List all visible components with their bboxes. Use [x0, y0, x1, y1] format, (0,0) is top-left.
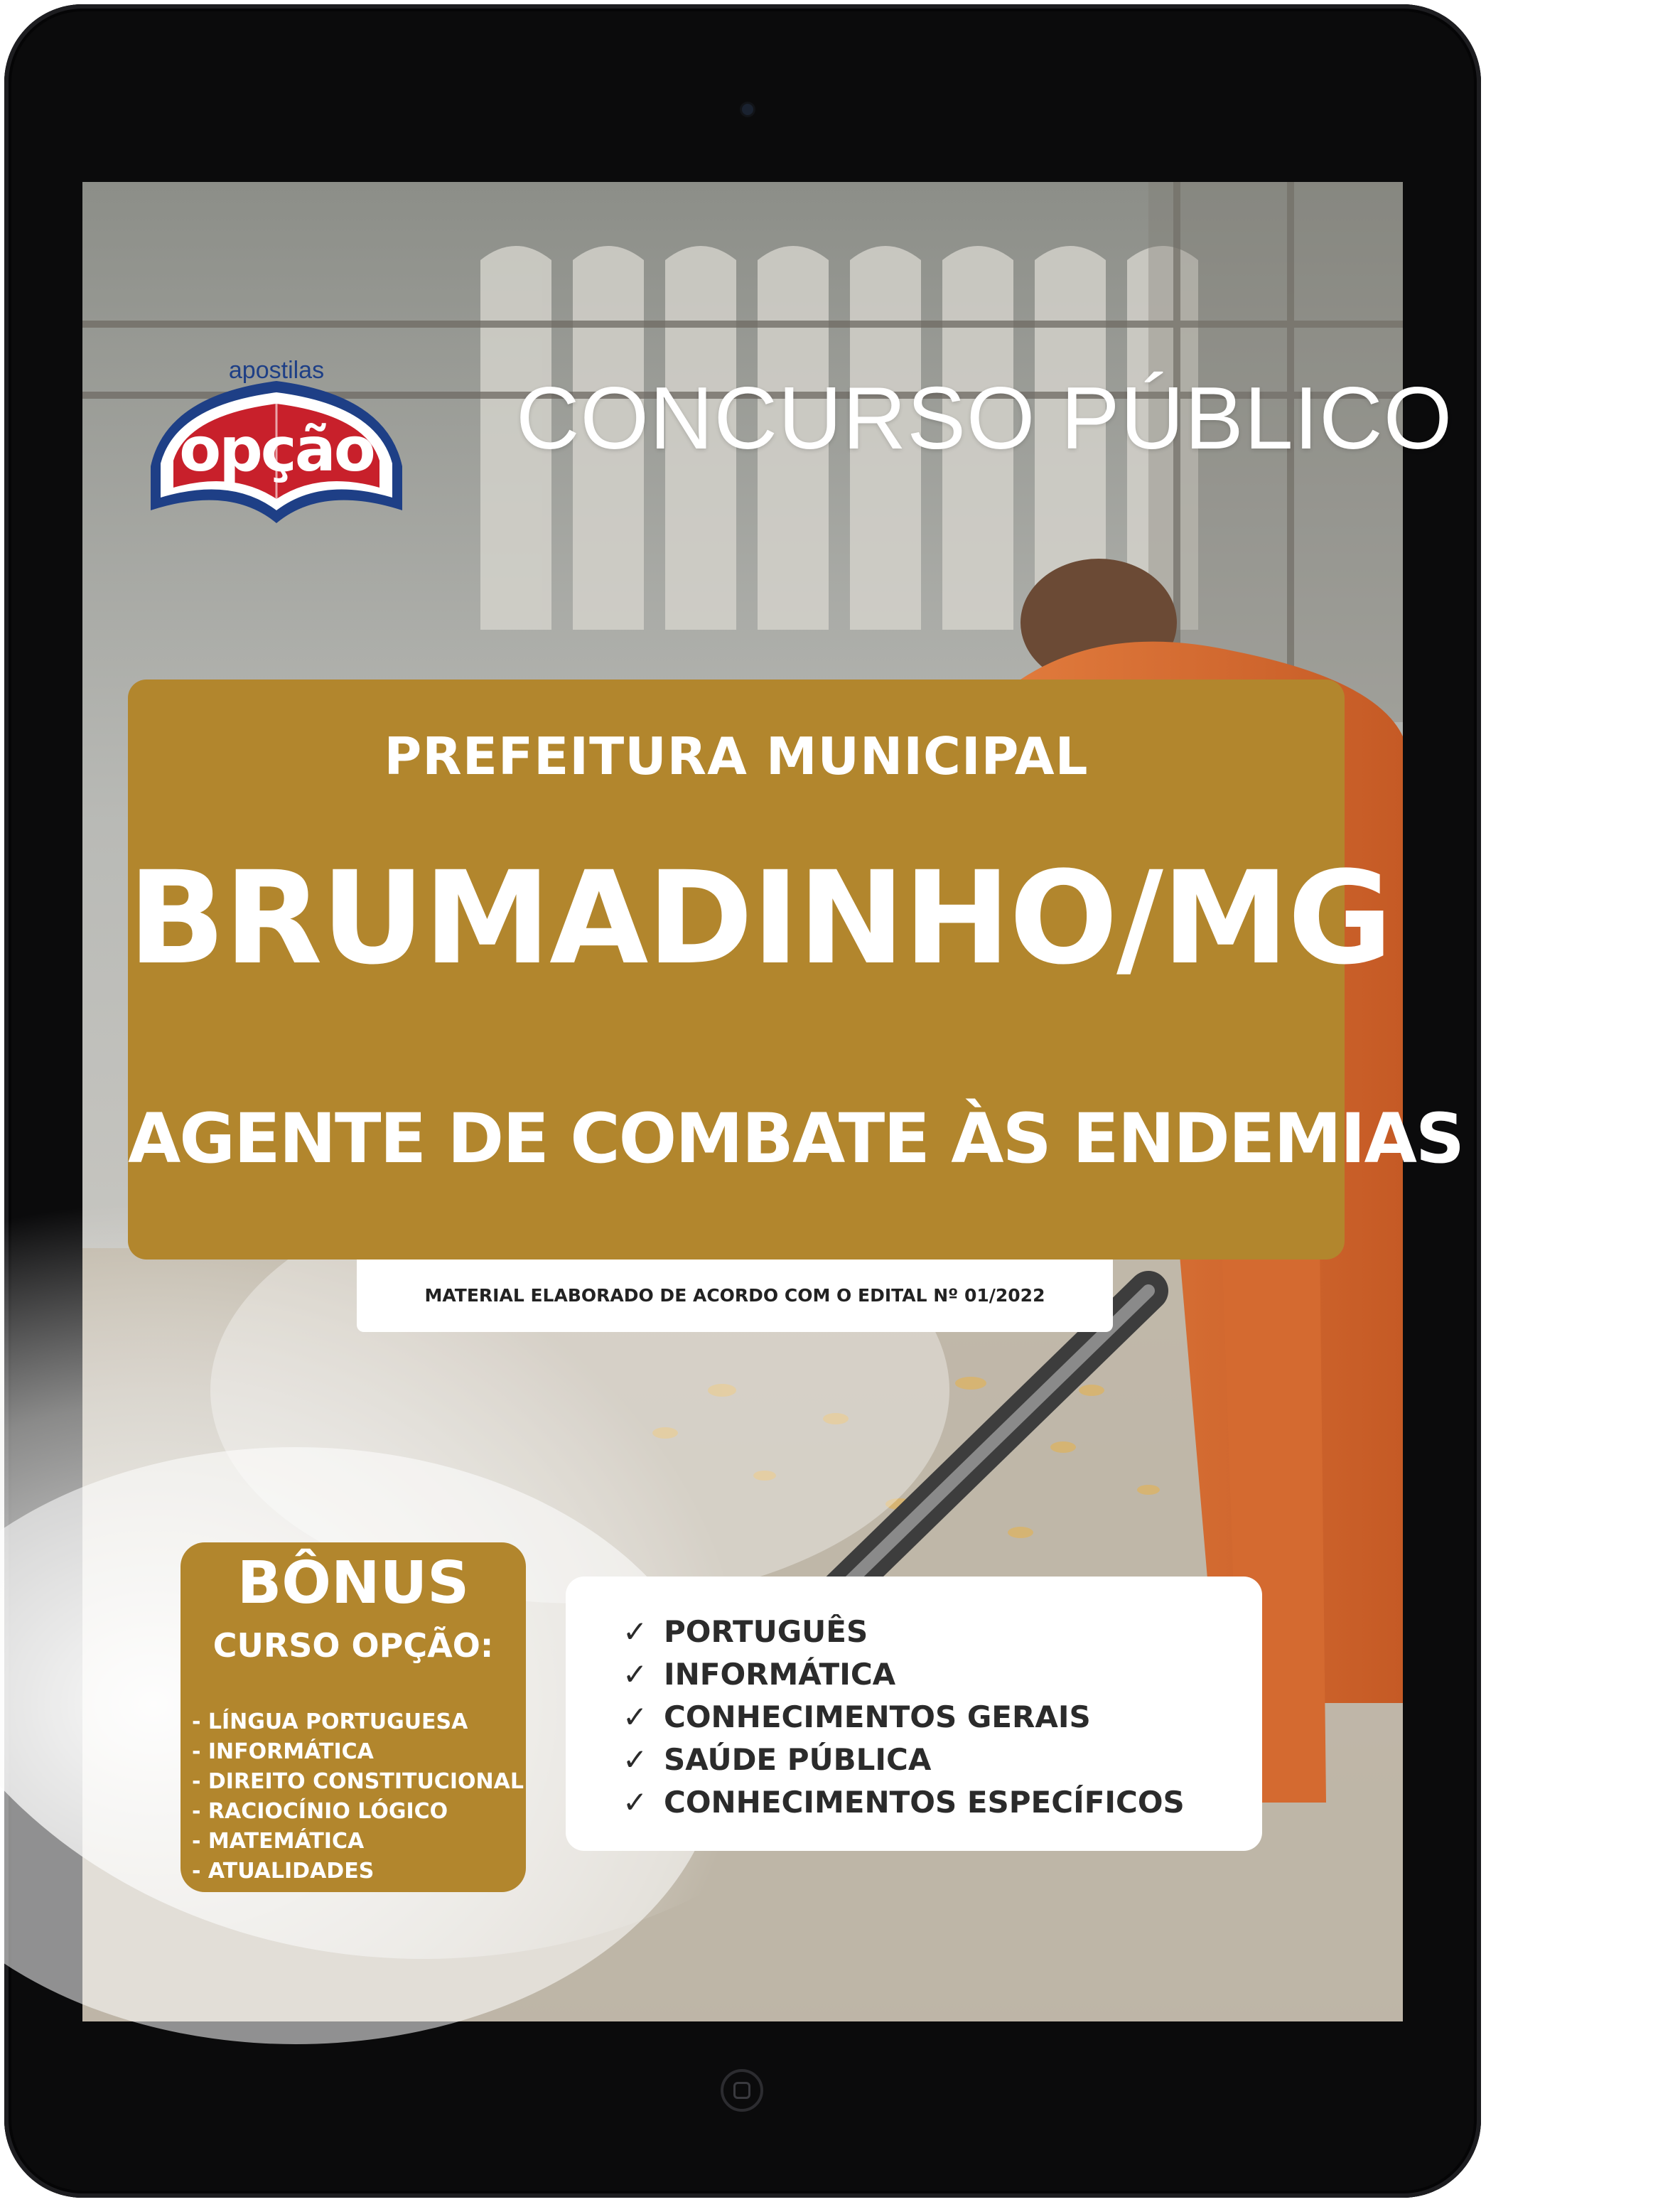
checkmark-icon: ✓: [623, 1657, 648, 1692]
subject-label: SAÚDE PÚBLICA: [664, 1742, 932, 1777]
org-label: PREFEITURA MUNICIPAL: [384, 726, 1089, 786]
edital-note: [357, 1260, 1113, 1332]
subject-item: [623, 1696, 1185, 1739]
checkmark-icon: ✓: [623, 1699, 648, 1734]
bonus-item: - DIREITO CONSTITUCIONAL: [192, 1769, 524, 1794]
page-title: CONCURSO PÚBLICO: [516, 370, 1453, 468]
bonus-title: BÔNUS: [237, 1550, 470, 1617]
subject-item: [623, 1653, 1185, 1696]
home-button[interactable]: [721, 2069, 763, 2112]
bonus-list: [192, 1707, 524, 1886]
bonus-panel: [181, 1542, 526, 1892]
book-cover: [82, 182, 1680, 2021]
subject-label: CONHECIMENTOS GERAIS: [664, 1699, 1091, 1734]
bonus-item: - MATEMÁTICA: [192, 1829, 365, 1854]
checkmark-icon: ✓: [623, 1785, 648, 1820]
city-title: BRUMADINHO/MG: [128, 844, 1391, 993]
subject-item: [623, 1739, 1185, 1781]
subject-label: PORTUGUÊS: [664, 1614, 868, 1649]
home-square-icon: [733, 2082, 750, 2099]
logo-small-text: apostilas: [228, 357, 325, 384]
title-panel: [128, 680, 1680, 1260]
subject-item: [623, 1781, 1185, 1824]
checkmark-icon: ✓: [623, 1614, 648, 1649]
subject-item: [623, 1611, 1185, 1653]
edital-note-text: MATERIAL ELABORADO DE ACORDO COM O EDITAL Nº 01/2022: [424, 1285, 1045, 1306]
role-title: AGENTE DE COMBATE ÀS ENDEMIAS - ACE: [128, 1099, 1680, 1178]
bonus-item: - INFORMÁTICA: [192, 1739, 374, 1764]
bonus-subtitle: CURSO OPÇÃO:: [212, 1626, 494, 1665]
subject-label: INFORMÁTICA: [664, 1657, 896, 1692]
apostilas-opcao-logo: [145, 345, 408, 537]
bonus-item: - ATUALIDADES: [192, 1859, 375, 1884]
bonus-item: - RACIOCÍNIO LÓGICO: [192, 1799, 448, 1824]
checkmark-icon: ✓: [623, 1742, 648, 1777]
subject-label: CONHECIMENTOS ESPECÍFICOS: [664, 1785, 1185, 1820]
subjects-list: [623, 1611, 1185, 1824]
subjects-panel: [566, 1577, 1262, 1851]
logo-main-text: opção: [179, 414, 374, 485]
camera-icon: [742, 104, 753, 115]
bonus-item: - LÍNGUA PORTUGUESA: [192, 1709, 468, 1734]
